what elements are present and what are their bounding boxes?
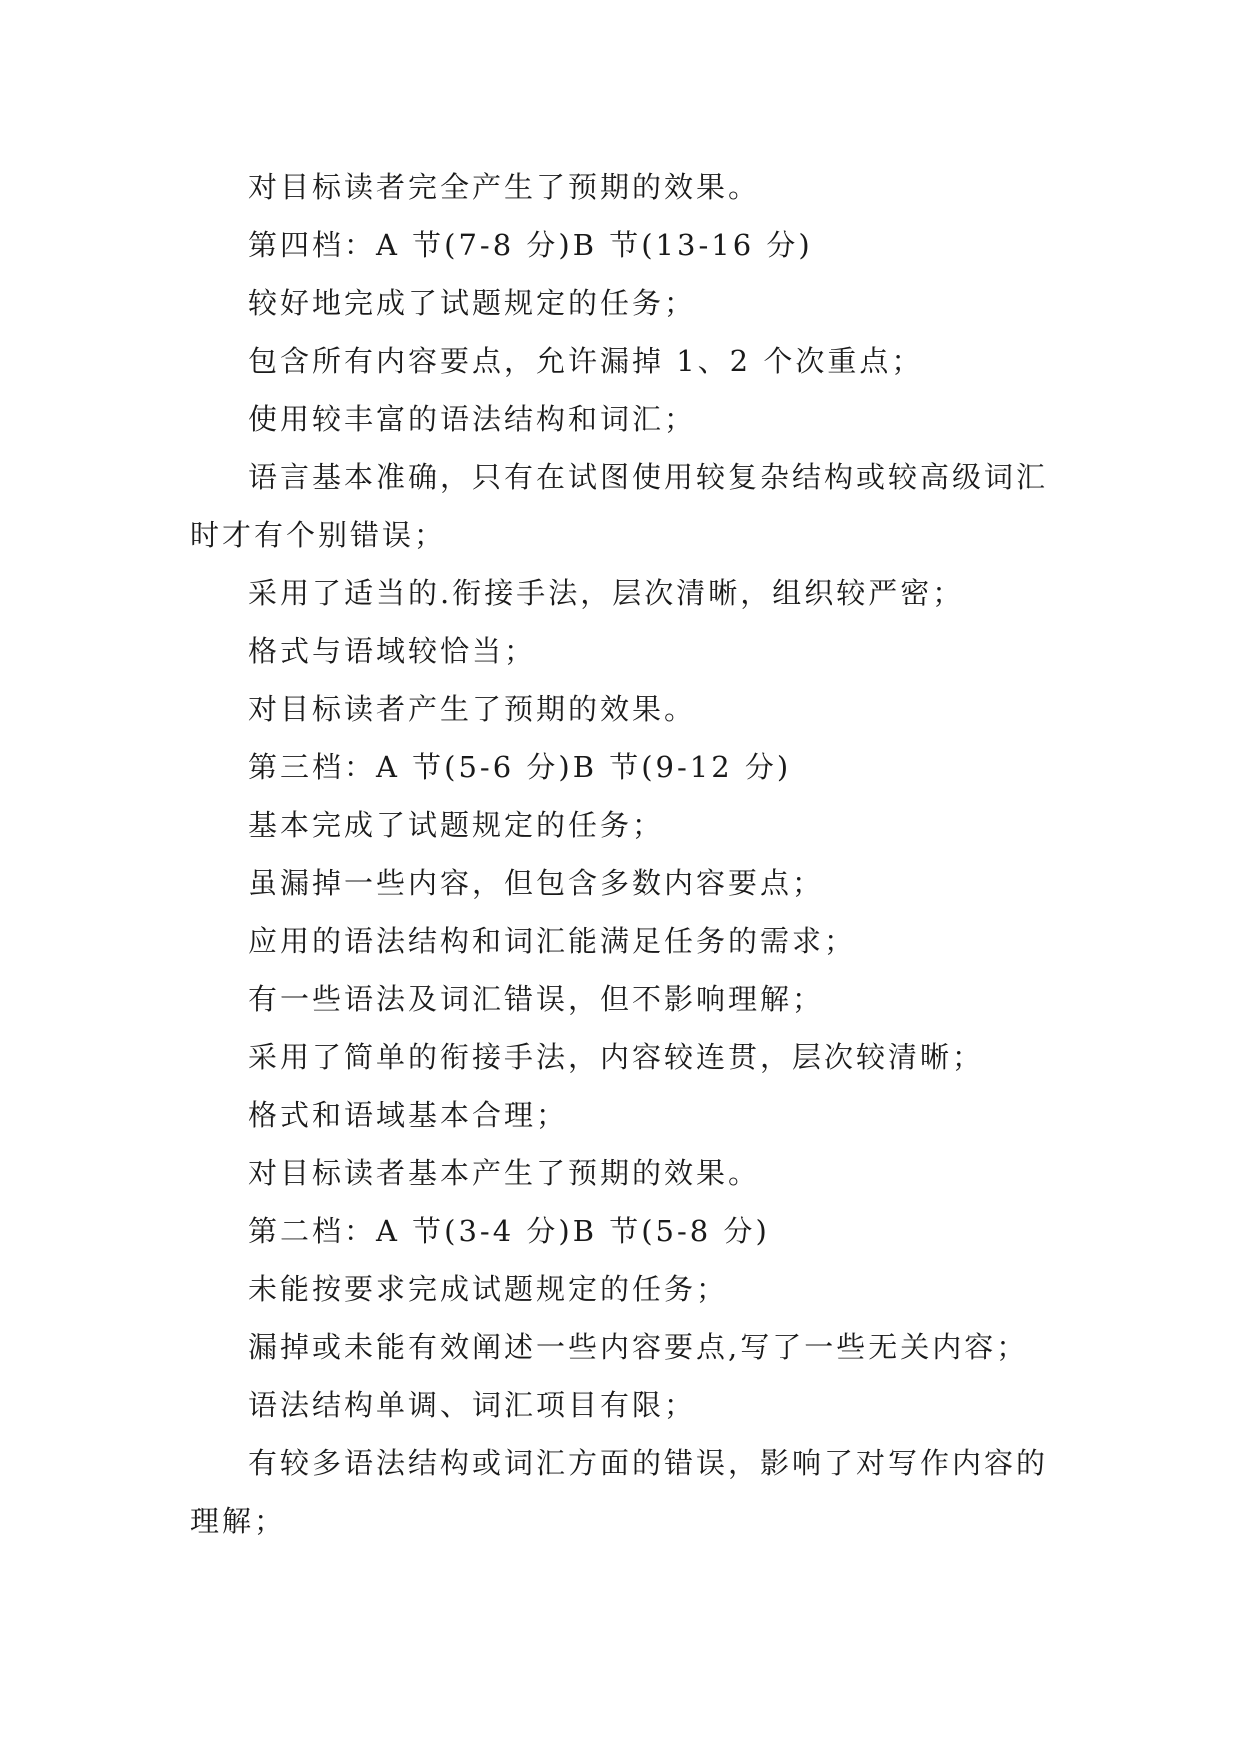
paragraph: 格式和语域基本合理； (248, 1098, 569, 1132)
paragraph: 对目标读者产生了预期的效果。 (248, 692, 697, 726)
section-heading-tier-3: 第三档：A 节(5-6 分)B 节(9-12 分) (248, 750, 792, 784)
paragraph: 漏掉或未能有效阐述一些内容要点,写了一些无关内容； (248, 1330, 1029, 1364)
paragraph: 对目标读者基本产生了预期的效果。 (248, 1156, 761, 1190)
paragraph: 包含所有内容要点，允许漏掉 1、2 个次重点； (248, 344, 924, 378)
paragraph: 采用了简单的衔接手法，内容较连贯，层次较清晰； (248, 1040, 985, 1074)
paragraph: 有较多语法结构或词汇方面的错误，影响了对写作内容的理解； (190, 1446, 1049, 1538)
paragraph: 未能按要求完成试题规定的任务； (248, 1272, 729, 1306)
paragraph: 格式与语域较恰当； (248, 634, 537, 668)
section-heading-tier-2: 第二档：A 节(3-4 分)B 节(5-8 分) (248, 1214, 770, 1248)
paragraph: 采用了适当的.衔接手法，层次清晰，组织较严密； (248, 576, 965, 610)
paragraph: 使用较丰富的语法结构和词汇； (248, 402, 697, 436)
document-body (190, 158, 1052, 1550)
paragraph: 虽漏掉一些内容，但包含多数内容要点； (248, 866, 825, 900)
paragraph: 应用的语法结构和词汇能满足任务的需求； (248, 924, 857, 958)
paragraph: 对目标读者完全产生了预期的效果。 (248, 170, 761, 204)
section-heading-tier-4: 第四档：A 节(7-8 分)B 节(13-16 分) (248, 228, 813, 262)
paragraph: 较好地完成了试题规定的任务； (248, 286, 697, 320)
paragraph: 语言基本准确，只有在试图使用较复杂结构或较高级词汇时才有个别错误； (190, 460, 1049, 552)
paragraph: 有一些语法及词汇错误，但不影响理解； (248, 982, 825, 1016)
paragraph: 语法结构单调、词汇项目有限； (248, 1388, 697, 1422)
paragraph: 基本完成了试题规定的任务； (248, 808, 665, 842)
